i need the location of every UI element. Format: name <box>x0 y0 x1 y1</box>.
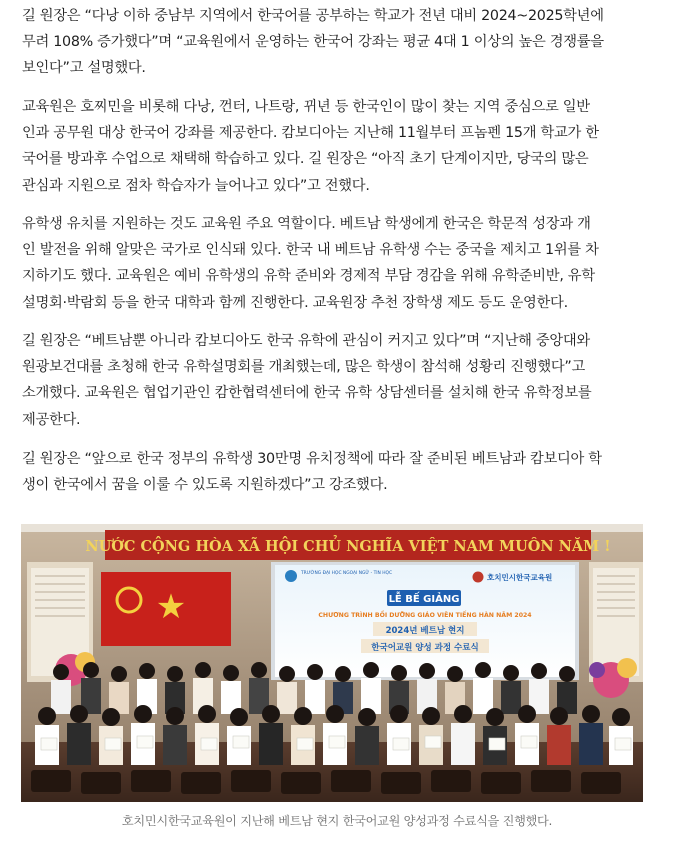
paragraph-line: 인 발전을 위해 알맞은 국가로 인식돼 있다. 한국 내 베트남 유학생 수는 중국을 제치고 1위를 차 <box>22 242 599 259</box>
paragraph-line: 생이 한국에서 꿈을 이룰 수 있도록 지원하겠다”고 강조했다. <box>22 477 388 494</box>
photo-caption: 호치민시한국교육원이 지난해 베트남 현지 한국어교원 양성과정 수료식을 진행했다. <box>121 814 553 828</box>
paragraph-5 <box>22 446 647 498</box>
paragraph-line: 무려 108% 증가했다”며 “교육원에서 운영하는 한국어 강좌는 평균 4대 1 이상의 높은 경쟁률을 <box>22 34 604 51</box>
paragraph-line: 소개했다. 교육원은 협업기관인 캄한협력센터에 한국 유학 상담센터를 설치해 한국 유학정보를 <box>22 385 592 402</box>
slogan-text: NƯỚC CỘNG HÒA XÃ HỘI CHỦ NGHĨA VIỆT NAM MUÔN NĂM ! <box>85 538 611 555</box>
screen-line-2: 한국어교원 양성 과정 수료식 <box>371 643 479 653</box>
paragraph-line: 인과 공무원 대상 한국어 강좌를 제공한다. 캄보디아는 지난해 11월부터 프놈펜 15개 학교가 한 <box>22 125 599 142</box>
paragraph-line: 유학생 유치를 지원하는 것도 교육원 주요 역할이다. 베트남 학생에게 한국은 학문적 성장과 개 <box>22 216 591 232</box>
screen-subtitle: CHƯƠNG TRÌNH BỒI DƯỠNG GIÁO VIÊN TIẾNG HÀN NĂM 2024 <box>318 612 532 619</box>
screen-title: LỄ BẾ GIẢNG <box>388 594 460 605</box>
screen-logo-right: 호치민시한국교육원 <box>487 573 553 582</box>
paragraph-line: 길 원장은 “베트남뿐 아니라 캄보디아도 한국 유학에 관심이 커지고 있다”며 “지난해 중앙대와 <box>22 333 590 349</box>
paragraph-line: 관심과 지원으로 점차 학습자가 늘어나고 있다”고 전했다. <box>22 177 370 194</box>
paragraph-line: 교육원은 호찌민을 비롯해 다낭, 껀터, 나트랑, 뀌년 등 한국인이 많이 찾는 지역 중심으로 일반 <box>22 99 590 115</box>
paragraph-line: 보인다”고 설명했다. <box>22 60 146 77</box>
paragraph-1 <box>22 3 647 82</box>
paragraph-4 <box>22 328 647 433</box>
paragraph-line: 지하기도 했다. 교육원은 예비 유학생의 유학 준비와 경제적 부담 경감을 위해 유학준비반, 유학 <box>22 268 595 285</box>
paragraph-2 <box>22 94 647 199</box>
paragraph-line: 제공한다. <box>22 411 81 428</box>
paragraph-line: 길 원장은 “앞으로 한국 정부의 유학생 30만명 유치정책에 따라 잘 준비된 베트남과 캄보디아 학 <box>22 451 602 467</box>
paragraph-3 <box>22 211 647 316</box>
screen-logo-left: TRƯỜNG ĐẠI HỌC NGOẠI NGỮ - TIN HỌC <box>301 571 393 576</box>
star-icon: ★ <box>155 587 187 627</box>
paragraph-line: 원광보건대를 초청해 한국 유학설명회를 개최했는데, 많은 학생이 참석해 성황리 진행했다”고 <box>22 359 585 376</box>
paragraph-line: 길 원장은 “다낭 이하 중남부 지역에서 한국어를 공부하는 학교가 전년 대비 2024~2025학년에 <box>22 8 604 24</box>
paragraph-line: 설명회·박람회 등을 한국 대학과 함께 진행한다. 교육원장 추천 장학생 제도 등도 운영한다. <box>22 294 568 311</box>
paragraph-line: 국어를 방과후 수업으로 채택해 학습하고 있다. 길 원장은 “아직 초기 단계이지만, 당국의 많은 <box>22 151 589 168</box>
screen-line-1: 2024년 베트남 현지 <box>385 626 465 636</box>
ceremony-photo <box>21 524 643 802</box>
